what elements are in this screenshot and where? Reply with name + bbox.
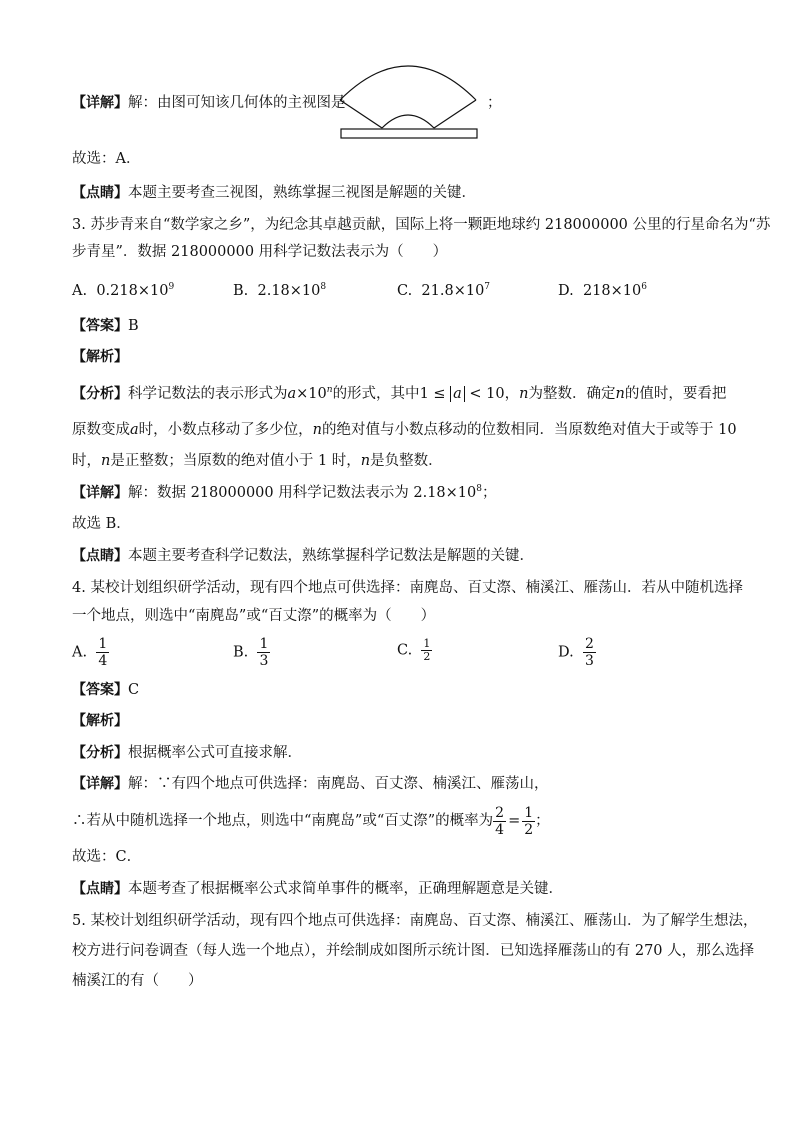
numerator: 1 (98, 636, 108, 652)
ineq-right: < 10 (464, 386, 505, 402)
fenxi-text: 科学记数法的表示形式为 (128, 386, 288, 402)
q4-choice: 故选：C． (72, 849, 142, 865)
math-a: a (130, 422, 139, 438)
q5-stem-line3: 楠溪江的有（ ） (72, 973, 203, 989)
q4-analysis-label: 【解析】 (72, 713, 128, 729)
option-exp: 7 (484, 282, 491, 293)
fenxi-text: 是负整数． (370, 453, 443, 469)
detail-end: ； (481, 485, 497, 501)
detail-text: 解：由图可知该几何体的主视图是 (128, 95, 346, 111)
q4-stem-line1: 4. 某校计划组织研学活动，现有四个地点可供选择：南麂岛、百丈漈、楠溪江、雁荡山．若从中随机选择 (72, 580, 743, 596)
comment-label: 【点睛】 (72, 548, 128, 564)
denominator: 3 (584, 653, 594, 669)
q4-fenxi (72, 743, 302, 763)
math-n: n (519, 386, 529, 402)
fenxi-text: 的形式，其中 (332, 386, 420, 402)
q2-detail-line (72, 93, 346, 113)
option-exp: 9 (168, 282, 175, 293)
option-fraction (583, 636, 596, 669)
q4-detail-line2 (72, 803, 550, 839)
fenxi-text: 是正整数；当原数的绝对值小于 1 时， (110, 453, 361, 469)
option-fraction (421, 638, 432, 663)
q4-option-c[interactable] (397, 638, 432, 663)
q2-detail-end: ； (487, 95, 502, 111)
detail-label: 【详解】 (72, 485, 128, 501)
q4-option-d[interactable] (558, 636, 596, 669)
option-exp: 6 (641, 282, 647, 293)
option-base: 218×10 (582, 283, 642, 299)
math-n: n (326, 385, 333, 396)
comment-text: 本题主要考查三视图，熟练掌握三视图是解题的关键． (128, 185, 476, 201)
q3-comment (72, 546, 534, 566)
fraction-2-4 (493, 805, 506, 838)
math-n: n (360, 453, 371, 469)
answer-label: 【答案】 (72, 318, 128, 334)
option-letter: C. (397, 642, 413, 659)
front-view-figure (338, 62, 480, 142)
comment-text: 本题主要考查科学记数法，熟练掌握科学记数法是解题的关键． (128, 548, 534, 564)
answer-value: C (128, 682, 140, 698)
option-letter: D. (558, 283, 574, 299)
q4-option-a[interactable] (72, 636, 109, 669)
fenxi-text: 原数变成 (72, 422, 130, 438)
numerator: 1 (524, 804, 534, 821)
detail-label: 【详解】 (72, 776, 128, 792)
fenxi-text: 的绝对值与小数点移动的位数相同．当原数绝对值大于或等于 10 (322, 422, 737, 438)
option-letter: D. (558, 644, 574, 661)
q3-detail (72, 483, 496, 503)
math-n: n (101, 453, 111, 469)
denominator: 2 (524, 821, 534, 838)
option-base: 0.218×10 (96, 283, 169, 299)
math-a: a (287, 386, 297, 402)
comment-label: 【点睛】 (72, 185, 128, 201)
right-edge (434, 100, 476, 128)
detail-exp: 8 (476, 484, 482, 495)
left-edge (340, 100, 382, 128)
option-base: 21.8×10 (421, 283, 485, 299)
base-rect (341, 129, 477, 138)
outer-arc (340, 66, 476, 100)
fenxi-label: 【分析】 (72, 745, 128, 761)
option-fraction (257, 636, 270, 669)
q5-stem-line1: 5. 某校计划组织研学活动，现有四个地点可供选择：南麂岛、百丈漈、楠溪江、雁荡山．为了解学生想法， (72, 913, 758, 929)
answer-label: 【答案】 (72, 682, 128, 698)
equals-sign: = (508, 813, 521, 829)
option-letter: A. (72, 644, 88, 661)
answer-value: B (128, 318, 139, 334)
numerator: 2 (584, 636, 594, 652)
denominator: 3 (259, 653, 269, 669)
denominator: 4 (495, 821, 505, 838)
q4-answer (72, 680, 139, 700)
fenxi-text: 的值时，要看把 (624, 386, 727, 402)
detail-text: ∴若从中随机选择一个地点，则选中“南麂岛”或“百丈漈”的概率为 (72, 813, 494, 829)
option-letter: C. (397, 283, 413, 299)
q5-stem-line2: 校方进行问卷调查（每人选一个地点），并绘制成如图所示统计图．已知选择雁荡山的有 270 人，那么选择 (72, 943, 755, 959)
q2-comment (72, 183, 476, 203)
denominator: 4 (98, 653, 108, 669)
q3-option-c[interactable] (397, 281, 490, 301)
math-times: ×10 (296, 386, 327, 402)
option-exp: 8 (320, 282, 327, 293)
detail-label: 【详解】 (72, 95, 128, 111)
numerator: 1 (259, 636, 269, 652)
fenxi-label: 【分析】 (72, 386, 128, 402)
detail-end: ； (535, 813, 550, 829)
q3-fenxi-line1 (72, 384, 726, 404)
denominator: 2 (423, 650, 431, 663)
fenxi-text: 时，小数点移动了多少位， (138, 422, 313, 438)
q3-option-b[interactable] (233, 281, 326, 301)
q3-stem-line1: 3. 苏步青来自“数学家之乡”，为纪念其卓越贡献，国际上将一颗距地球约 218000000 公里的行星命名为“苏 (72, 217, 771, 233)
math-n: n (615, 386, 625, 402)
abs-a: a (450, 386, 465, 402)
q3-option-d[interactable] (558, 281, 647, 301)
q4-detail (72, 774, 549, 794)
comment-text: 本题考查了根据概率公式求简单事件的概率，正确理解题意是关键． (128, 881, 563, 897)
detail-text: 解：数据 218000000 用科学记数法表示为 2.18×10 (128, 485, 477, 501)
option-letter: A. (72, 283, 88, 299)
q3-fenxi-line2 (72, 420, 737, 440)
q3-stem-line2: 步青星”．数据 218000000 用科学记数法表示为（ ） (72, 244, 448, 260)
inner-arc (382, 115, 434, 128)
option-letter: B. (233, 644, 249, 661)
option-fraction (96, 636, 109, 669)
fenxi-text: ， (504, 386, 520, 402)
numerator: 1 (423, 637, 431, 650)
numerator: 2 (495, 804, 505, 821)
q4-comment (72, 879, 563, 899)
q4-stem-line2: 一个地点，则选中“南麂岛”或“百丈漈”的概率为（ ） (72, 608, 436, 624)
option-letter: B. (233, 283, 249, 299)
q3-option-a[interactable] (72, 281, 174, 301)
q3-analysis-label: 【解析】 (72, 349, 128, 365)
math-n: n (312, 422, 322, 438)
detail-text: 解：∵有四个地点可供选择：南麂岛、百丈漈、楠溪江、雁荡山， (128, 776, 549, 792)
fenxi-text: 根据概率公式可直接求解． (128, 745, 302, 761)
q4-option-b[interactable] (233, 636, 270, 669)
q2-choice: 故选：A． (72, 151, 141, 167)
q3-answer (72, 316, 139, 336)
q3-choice: 故选 B． (72, 516, 131, 532)
fraction-1-2 (522, 805, 535, 838)
comment-label: 【点睛】 (72, 881, 128, 897)
q3-fenxi-line3 (72, 451, 443, 471)
ineq-left: 1 ≤ (419, 386, 451, 402)
fenxi-text: 为整数．确定 (528, 386, 616, 402)
fenxi-text: 时， (72, 453, 101, 469)
option-base: 2.18×10 (257, 283, 321, 299)
